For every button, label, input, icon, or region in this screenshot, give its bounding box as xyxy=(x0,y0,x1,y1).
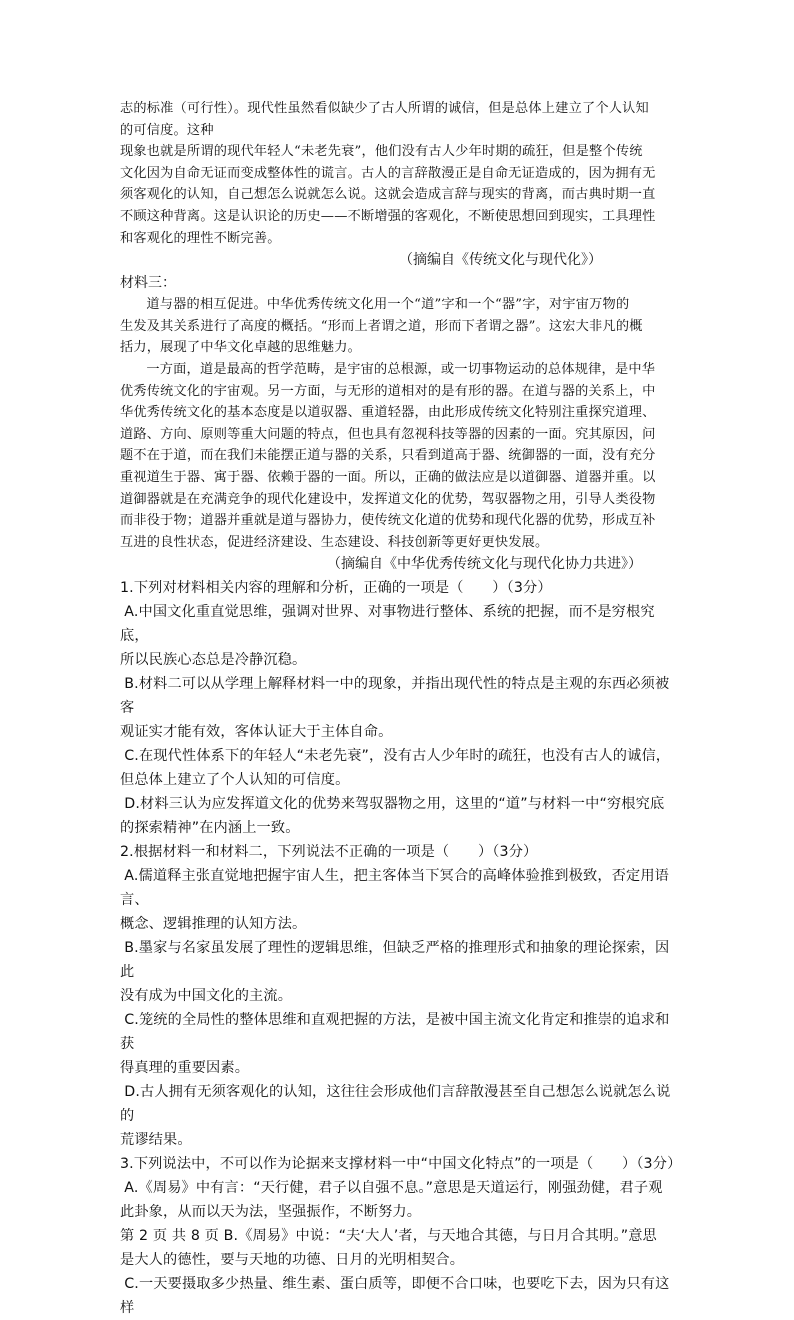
questions xyxy=(120,576,682,1320)
text-line: 括力，展现了中华文化卓越的思维魅力。 xyxy=(120,340,361,356)
question-3-option-b-with-page-number: 第 2 页 共 8 页 B.《周易》中说：“夫‘大人’者，与天地合其德，与日月合其明。”意思 xyxy=(120,1228,657,1245)
text-line: 互进的良性状态，促进经济建设、生态建设、科技创新等更好更快发展。 xyxy=(120,534,549,550)
text-line: 而非役于物；道器并重就是道与器协力，使传统文化道的优势和现代化器的优势，形成互补 xyxy=(120,513,656,529)
question-1-option-d-cont: 的探索精神”在内涵上一致。 xyxy=(120,820,300,837)
exam-page xyxy=(120,98,682,1320)
question-1-option-c: C.在现代性体系下的年轻人“未老先衰”，没有古人少年时的疏狂，也没有古人的诚信， xyxy=(124,748,671,765)
question-1-option-b-cont: 观证实才能有效，客体认证大于主体自命。 xyxy=(120,724,393,741)
question-2-option-d-cont: 荒谬结果。 xyxy=(120,1132,192,1149)
text-line: 文化因为自命无证而变成整体性的谎言。古人的言辞散漫正是自命无证造成的，因为拥有无 xyxy=(120,165,656,181)
question-1-stem: 1.下列对材料相关内容的理解和分析，正确的一项是（ ）（3分） xyxy=(120,580,552,597)
question-3-option-a: A.《周易》中有言：“天行健，君子以自强不息。”意思是天道运行，刚强劲健，君子观 xyxy=(124,1180,663,1197)
text-line: 须客观化的认知，自己想怎么说就怎么说。这就会造成言辞与现实的背离，而古典时期一直 xyxy=(120,187,656,203)
text-line: 一方面，道是最高的哲学范畴，是宇宙的总根源，或一切事物运动的总体规律，是中华 xyxy=(146,361,656,377)
question-2-stem: 2.根据材料一和材料二，下列说法不正确的一项是（ ）（3分） xyxy=(120,844,538,861)
question-2-option-b: B.墨家与名家虽发展了理性的逻辑思维，但缺乏严格的推理形式和抽象的理论探索，因此 xyxy=(120,940,670,981)
question-3-stem: 3.下列说法中，不可以作为论据来支撑材料一中“中国文化特点”的一项是（ ）（3分） xyxy=(120,1156,682,1173)
question-2-option-c: C.笼统的全局性的整体思维和直观把握的方法，是被中国主流文化肯定和推崇的追求和获 xyxy=(120,1012,670,1053)
question-2-option-a: A.儒道释主张直觉地把握宇宙人生，把主客体当下冥合的高峰体验推到极致，否定用语言、 xyxy=(120,868,670,909)
source-citation-3: （摘编自《中华优秀传统文化与现代化协力共进》） xyxy=(327,556,642,573)
text-line: 不顾这种背离。这是认识论的历史——不断增强的客观化，不断使思想回到现实，工具理性 xyxy=(120,208,656,224)
text-line: 题不在于道，而在我们未能摆正道与器的关系，只看到道高于器、统御器的一面，没有充分 xyxy=(120,448,656,464)
text-line: 道御器就是在充满竞争的现代化建设中，发挥道文化的优势，驾驭器物之用，引导人类役物 xyxy=(120,491,656,507)
question-2-option-b-cont: 没有成为中国文化的主流。 xyxy=(120,988,293,1005)
text-line: 道与器的相互促进。中华优秀传统文化用一个“道”字和一个“器”字，对宇宙万物的 xyxy=(146,297,630,313)
text-line: 优秀传统文化的宇宙观。另一方面，与无形的道相对的是有形的器。在道与器的关系上，中 xyxy=(120,383,656,399)
text-line: 生发及其关系进行了高度的概括。“形而上者谓之道，形而下者谓之器”。这宏大非凡的概 xyxy=(120,318,643,334)
material2-tail xyxy=(120,98,676,249)
question-2-option-a-cont: 概念、逻辑推理的认知方法。 xyxy=(120,916,307,933)
text-line: 华优秀传统文化的基本态度是以道驭器、重道轻器，由此形成传统文化特别注重探究道理、 xyxy=(120,405,656,421)
material3-label: 材料三： xyxy=(120,275,176,292)
text-line: 志的标准（可行性）。现代性虽然看似缺少了古人所谓的诚信，但是总体上建立了个人认知 xyxy=(120,101,649,116)
question-1-option-c-cont: 但总体上建立了个人认知的可信度。 xyxy=(120,772,350,789)
text-line: 重视道生于器、寓于器、依赖于器的一面。所以，正确的做法应是以道御器、道器并重。以 xyxy=(120,469,656,485)
question-2-option-d: D.古人拥有无须客观化的认知，这往往会形成他们言辞散漫甚至自己想怎么说就怎么说的 xyxy=(120,1084,671,1125)
text-line: 的可信度。这种 xyxy=(120,122,214,138)
question-2-option-c-cont: 得真理的重要因素。 xyxy=(120,1060,250,1077)
question-3-option-b-cont: 是大人的德性，要与天地的功德、日月的光明相契合。 xyxy=(120,1252,465,1269)
material3-paragraph-1 xyxy=(120,294,676,359)
source-citation-2: （摘编自《传统文化与现代化》） xyxy=(399,252,602,269)
text-line: 和客观化的理性不断完善。 xyxy=(120,230,281,246)
question-1-option-a-cont: 所以民族心态总是冷静沉稳。 xyxy=(120,652,307,669)
material3-paragraph-2 xyxy=(120,359,676,553)
question-1-option-a: A.中国文化重直觉思维，强调对世界、对事物进行整体、系统的把握，而不是穷根究底， xyxy=(120,604,655,645)
question-1-option-b: B.材料二可以从学理上解释材料一中的现象，并指出现代性的特点是主观的东西必须被客 xyxy=(120,676,670,717)
question-3-option-c: C.一天要摄取多少热量、维生素、蛋白质等，即便不合口味，也要吃下去，因为只有这样 xyxy=(120,1276,670,1317)
question-1-option-d: D.材料三认为应发挥道文化的优势来驾驭器物之用，这里的“道”与材料一中“穷根究底 xyxy=(124,796,665,813)
question-3-option-a-cont: 此卦象，从而以天为法，坚强振作，不断努力。 xyxy=(120,1204,422,1221)
text-line: 道路、方向、原则等重大问题的特点，但也具有忽视科技等器的因素的一面。究其原因，问 xyxy=(120,426,656,442)
text-line: 现象也就是所谓的现代年轻人“未老先衰”，他们没有古人少年时期的疏狂，但是整个传统 xyxy=(120,144,643,160)
